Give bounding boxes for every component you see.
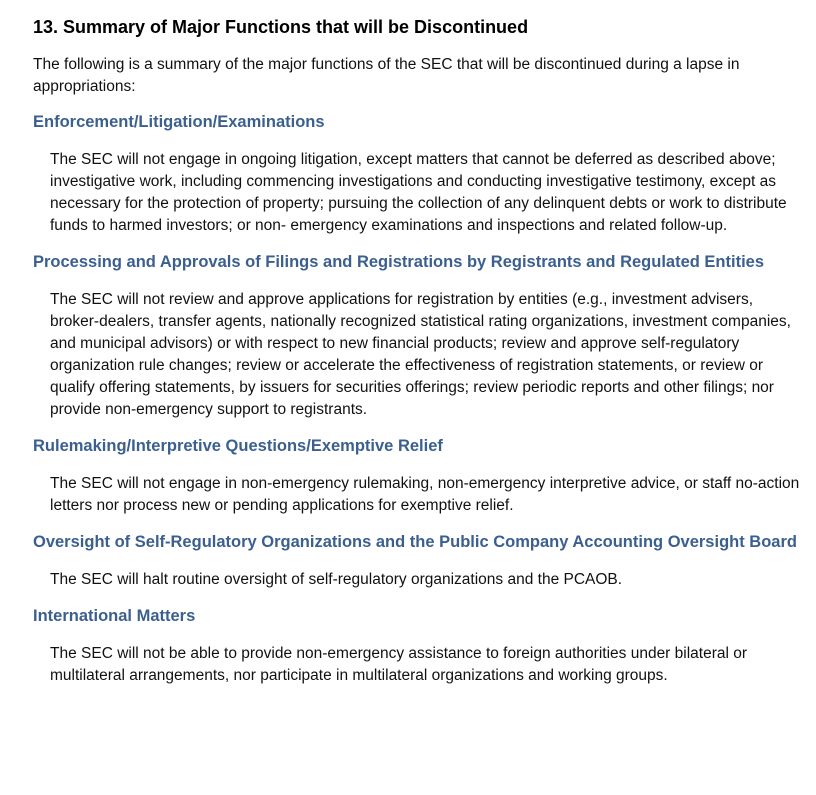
section-processing-approvals <box>33 250 803 421</box>
document-page <box>33 14 803 700</box>
body-rulemaking: The SEC will not engage in non-emergency rulemaking, non-emergency interpretive advice, or staff no-action letters nor process new or pending applications for exemptive relief. <box>50 475 800 514</box>
body-international: The SEC will not be able to provide non-emergency assistance to foreign authorities under bilateral or multilateral arrangements, nor participate in multilateral organizations and working groups. <box>50 645 748 684</box>
heading-rulemaking: Rulemaking/Interpretive Questions/Exemptive Relief <box>33 437 443 455</box>
section-title: 13. Summary of Major Functions that will be Discontinued <box>33 17 529 37</box>
intro-paragraph: The following is a summary of the major functions of the SEC that will be discontinued during a lapse in appropriations: <box>33 56 740 95</box>
heading-oversight: Oversight of Self-Regulatory Organizations and the Public Company Accounting Oversight Board <box>33 533 797 551</box>
heading-processing-approvals: Processing and Approvals of Filings and Registrations by Registrants and Regulated Entities <box>33 253 765 271</box>
heading-enforcement: Enforcement/Litigation/Examinations <box>33 113 325 131</box>
heading-international: International Matters <box>33 607 196 625</box>
body-oversight: The SEC will halt routine oversight of self-regulatory organizations and the PCAOB. <box>50 571 623 588</box>
section-enforcement <box>33 110 803 237</box>
section-oversight <box>33 530 803 591</box>
section-rulemaking <box>33 434 803 517</box>
section-international <box>33 604 803 687</box>
body-enforcement: The SEC will not engage in ongoing litigation, except matters that cannot be deferred as described above; investigative work, including commencing investigations and conducting investigative testimony, except as necessary for the protection of property; pursuing the collection of any delinquent debts or work to distribute funds to harmed investors; or non- emergency examinations and inspections and related follow-up. <box>50 151 787 234</box>
body-processing-approvals: The SEC will not review and approve applications for registration by entities (e.g., investment advisers, broker-dealers, transfer agents, nationally recognized statistical rating organizations, investment companies, and municipal advisors) or with respect to new financial products; review and approve self-regulatory organization rule changes; review or accelerate the effectiveness of registration statements, or review or qualify offering statements, by issuers for securities offerings; review periodic reports and other filings; nor provide non-emergency support to registrants. <box>50 291 791 418</box>
